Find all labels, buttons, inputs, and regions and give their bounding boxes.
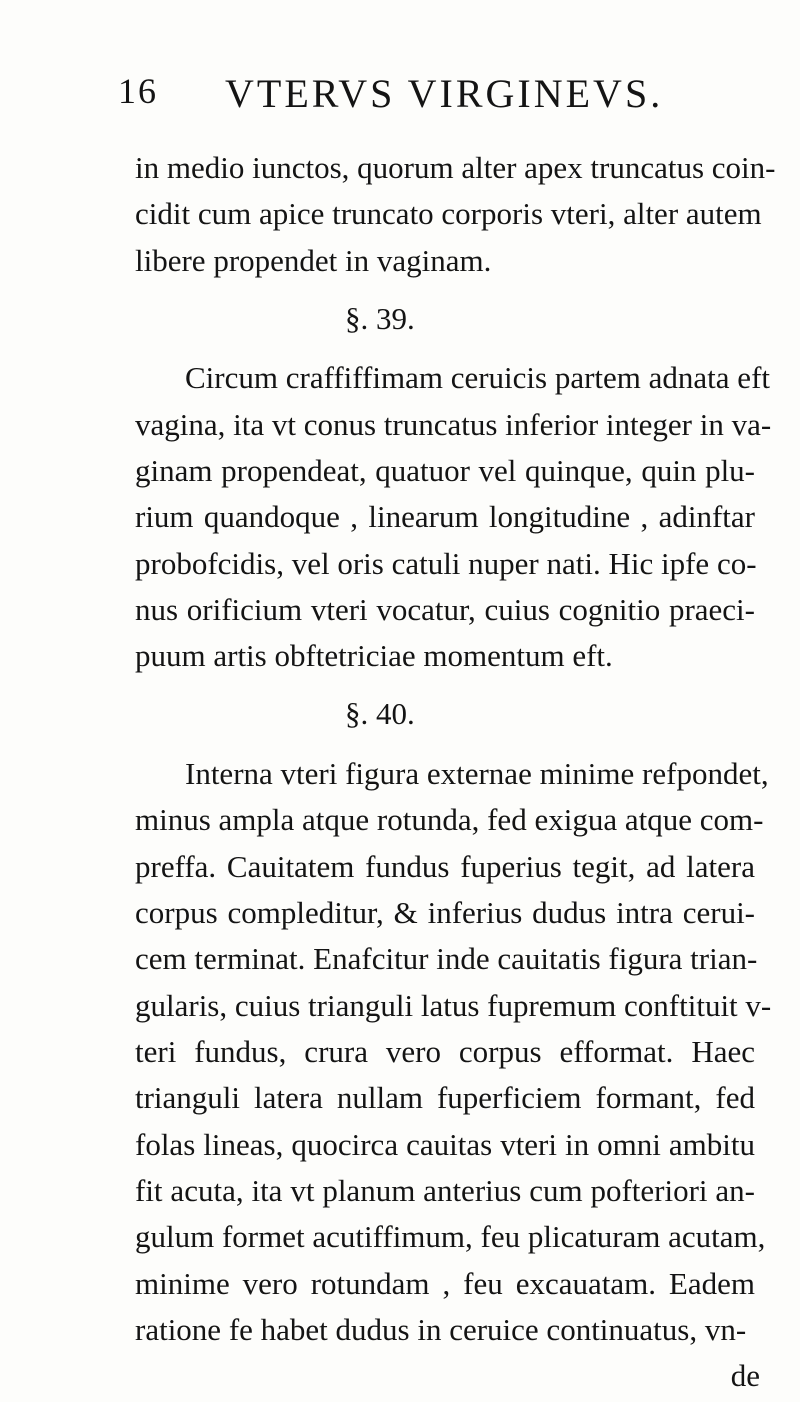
text-line: in medio iunctos, quorum alter apex truncatus coin- [135, 150, 776, 185]
text-line: ginam propendeat, quatuor vel quinque, quin plu- [135, 453, 755, 489]
text-line: gularis, cuius trianguli latus fupremum conftituit v- [135, 987, 772, 1023]
text-line: teri fundus, crura vero corpus efformat. Haec [135, 1034, 755, 1070]
text-line: fit acuta, ita vt planum anterius cum pofteriori an- [135, 1173, 755, 1209]
text-line: puum artis obftetriciae momentum eft. [135, 638, 613, 674]
text-line: Circum craffiffimam ceruicis partem adnata eft [185, 360, 771, 396]
text-line: minus ampla atque rotunda, fed exigua atque com- [135, 802, 764, 838]
text-line: nus orificium vteri vocatur, cuius cognitio praeci- [135, 592, 755, 628]
catchword: de [730, 1358, 760, 1394]
section-heading-40: §. 40. [345, 696, 415, 732]
text-line: vagina, ita vt conus truncatus inferior integer in va- [135, 406, 772, 442]
text-line: minime vero rotundam , feu excauatam. Eadem [135, 1265, 755, 1301]
section-heading-39: §. 39. [345, 300, 415, 336]
text-line: folas lineas, quocirca cauitas vteri in omni ambitu [135, 1126, 755, 1162]
text-line: Interna vteri figura externae minime refpondet, [185, 756, 769, 792]
text-line: libere propendet in vaginam. [135, 242, 492, 278]
text-line: cem terminat. Enafcitur inde cauitatis figura trian- [135, 941, 758, 977]
page-number: 16 [118, 71, 158, 111]
text-line: gulum formet acutiffimum, feu plicaturam acutam, [135, 1219, 766, 1255]
text-line: ratione fe habet dudus in ceruice continuatus, vn- [135, 1312, 747, 1348]
text-line: cidit cum apice truncato corporis vteri, alter autem [135, 196, 762, 232]
text-line: corpus compleditur, & inferius dudus intra cerui- [135, 895, 755, 931]
text-line: trianguli latera nullam fuperficiem formant, fed [135, 1080, 755, 1116]
text-line: preffa. Cauitatem fundus fuperius tegit, ad latera [135, 848, 755, 884]
text-line: rium quandoque , linearum longitudine , adinftar [135, 499, 755, 535]
text-line: probofcidis, vel oris catuli nuper nati. Hic ipfe co- [135, 545, 757, 581]
running-header [118, 70, 678, 130]
running-title: VTERVS VIRGINEVS. [225, 71, 664, 116]
